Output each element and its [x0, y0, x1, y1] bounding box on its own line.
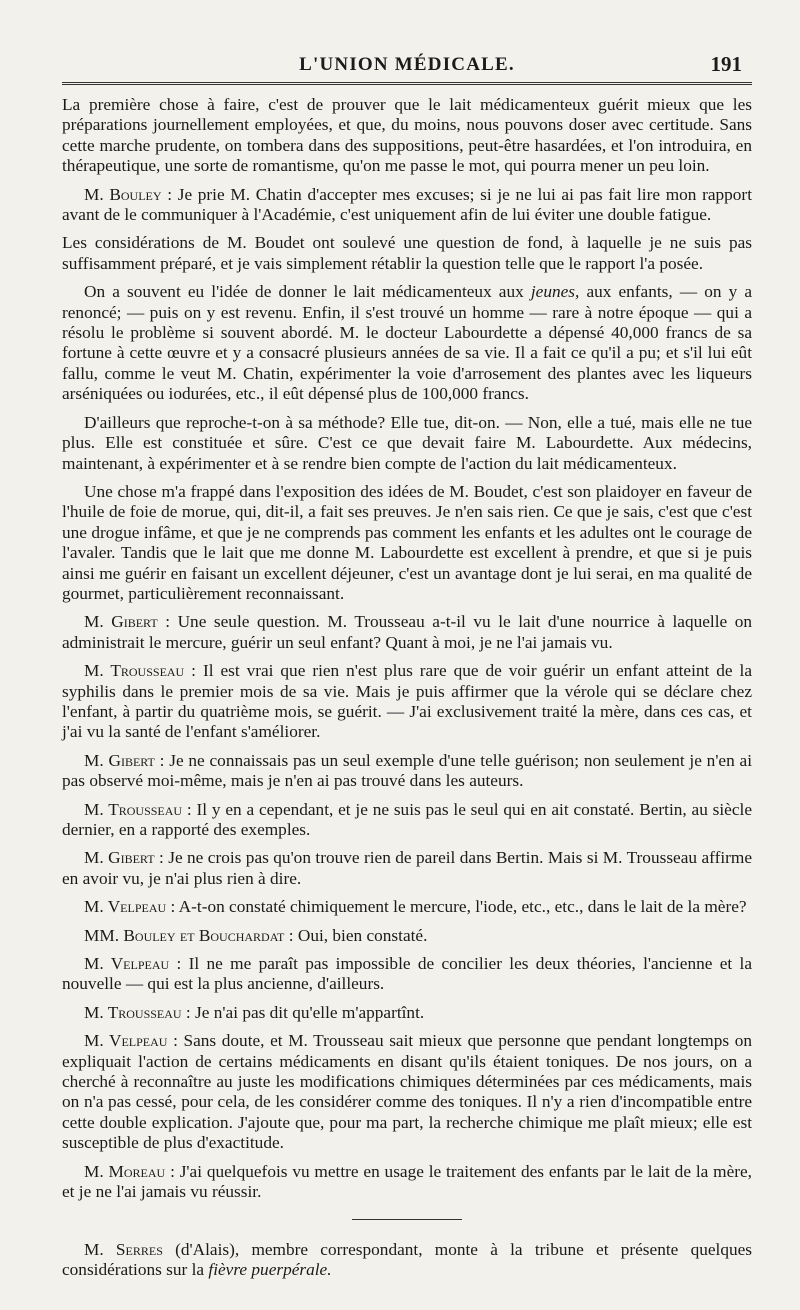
paragraph-text: : Une seule question. M. Trousseau a-t-il vu le lait d'une nourrice à laquelle on administrait le mercure, guérir un seul enfant? Quant à moi, je ne l'ai jamais vu. [62, 612, 752, 652]
paragraph-text: : Je ne connaissais pas un seul exemple d'une telle guérison; non seulement je n'en ai pas observé moi-même, mais je n'en ai pas trouvé dans les auteurs. [62, 750, 752, 791]
article-body [62, 95, 752, 1280]
speaker-name: MM. Bouley et Bouchardat [84, 925, 285, 945]
speaker-name: M. Trousseau [84, 661, 185, 681]
paragraph-16 [62, 1031, 752, 1153]
paragraph-text: : Je prie M. Chatin d'accepter mes excuses; si je ne lui ai pas fait lire mon rapport avant de le communiquer à l'Académie, c'est uniquement afin de lui éviter une double fatigue. [62, 184, 752, 225]
paragraph-text: : J'ai quelquefois vu mettre en usage le traitement des enfants par le lait de la mère, et je ne l'ai jamais vu réussir. [62, 1161, 752, 1202]
speaker-name: M. Velpeau [84, 897, 167, 917]
paragraph-17 [62, 1162, 752, 1203]
paragraph-12 [62, 897, 752, 917]
paragraph-11 [62, 848, 752, 889]
emphasis: jeunes, [530, 282, 580, 302]
paragraph-text: Les considérations de M. Boudet ont soulevé une question de fond, à laquelle je ne suis pas suffisamment préparé, et je vais simplement rétablir la question telle que le rapport l'a posée. [62, 233, 752, 273]
closing-paragraph [62, 1240, 752, 1281]
paragraph-text: : Sans doute, et M. Trousseau sait mieux que personne que pendant longtemps on expliquait l'action de certains médicaments en disant qu'ils étaient toniques. De nos jours, on a cherché à reconnaître au juste les modifications chimiques déterminées par ces médicaments, mais on n'a pas cessé, pour cela, de les considérer comme des toniques. Il n'y a rien d'incompatible entre cette double explication. J'ajoute que, pour ma part, la recherche chimique me plaît mieux; elle est susceptible de plus d'exactitude. [62, 1031, 752, 1153]
speaker-name: M. Gibert [84, 848, 155, 868]
paragraph-text: La première chose à faire, c'est de prouver que le lait médicamenteux guérit mieux que les préparations journellement employées, et que, du moins, nous pouvons doser avec certitude. Sans cette marche prudente, on tombera dans des suppositions, peut-être hasardées, et l'on introduira, en thérapeutique, une sorte de romantisme, qu'on me passe le mot, qui pourra mener un peu loin. [62, 95, 752, 176]
paragraph-text: : Il est vrai que rien n'est plus rare que de voir guérir un enfant atteint de la syphilis dans le premier mois de sa vie. Mais je puis affirmer que la vérole qui se déclare chez l'enfant, à partir du quatrième mois, se guérit. — J'ai exclusivement traité la mère, dans ces cas, et j'ai vu la santé de l'enfant s'améliorer. [62, 661, 752, 742]
paragraph-3 [62, 233, 752, 274]
paragraph-text-after: aux enfants, — on y a renoncé; — puis on y est revenu. Enfin, il s'est trouvé un homme — rare à notre époque — qui a résolu le problème si souvent abordé. M. le docteur Labourdette a dépensé 40,000 francs de sa fortune à cette œuvre et y a consacré plusieurs années de sa vie. Il a fait ce qu'il a pu; et s'il lui eût fallu, comme le veut M. Chatin, expérimenter la voie d'arrosement des plantes avec les liqueurs arséniquées ou iodurées, etc., il eût dépensé plus de 100,000 francs. [62, 282, 752, 404]
section-divider [352, 1219, 462, 1220]
speaker-name: M. Moreau [84, 1161, 166, 1181]
page-number: 191 [710, 52, 742, 76]
paragraph-text: : Oui, bien constaté. [284, 925, 428, 945]
speaker-name: M. Serres [84, 1239, 163, 1259]
paragraph-text: : Il y en a cependant, et je ne suis pas le seul qui en ait constaté. Bertin, au siècle dernier, en a rapporté des exemples. [62, 799, 752, 839]
paragraph-14 [62, 954, 752, 995]
paragraph-text: Une chose m'a frappé dans l'exposition des idées de M. Boudet, c'est son plaidoyer en faveur de l'huile de foie de morue, qui, dit-il, a fait ses preuves. Je n'en sais rien. Ce que je sais, c'est que c'est une drogue infâme, et que je ne comprends pas comment les enfants et les adultes ont le courage de l'avaler. Tandis que le lait que me donne M. Labourdette est excellent à prendre, et que si je puis ainsi me guérir en faisant un excellent déjeuner, c'est un avantage dont je lui serai, en ma qualité de gourmet, particulièrement reconnaissant. [62, 481, 752, 603]
paragraph-text-before: On a souvent eu l'idée de donner le lait médicamenteux aux [84, 282, 531, 302]
paragraph-7 [62, 612, 752, 653]
paragraph-4 [62, 282, 752, 404]
paragraph-text: : A-t-on constaté chimiquement le mercure, l'iode, etc., etc., dans le lait de la mère? [166, 897, 747, 917]
paragraph-text: D'ailleurs que reproche-t-on à sa méthode? Elle tue, dit-on. — Non, elle a tué, mais elle ne tue plus. Elle est constituée et sûre. C'est ce que devait faire M. Labourdette. Aux médecins, maintenant, à expérimenter et à se rendre bien compte de l'action du lait médicamenteux. [62, 412, 752, 473]
paragraph-9 [62, 751, 752, 792]
paragraph-text: : Je n'ai pas dit qu'elle m'appartînt. [181, 1002, 425, 1022]
paragraph-1 [62, 95, 752, 177]
paragraph-15 [62, 1003, 752, 1023]
speaker-name: M. Velpeau [84, 954, 170, 974]
speaker-name: M. Velpeau [84, 1031, 168, 1051]
paragraph-text-before: (d'Alais), membre correspondant, monte à la tribune et présente quelques considérations sur la [62, 1239, 752, 1279]
running-title: L'UNION MÉDICALE. [299, 54, 515, 75]
paragraph-6 [62, 482, 752, 604]
paragraph-2 [62, 185, 752, 226]
page-header [62, 48, 752, 85]
paragraph-10 [62, 800, 752, 841]
paragraph-5 [62, 413, 752, 474]
speaker-name: M. Gibert [84, 750, 155, 770]
speaker-name: M. Bouley [84, 184, 162, 204]
speaker-name: M. Gibert [84, 612, 158, 632]
paragraph-13 [62, 926, 752, 946]
speaker-name: M. Trousseau [84, 1002, 182, 1022]
paragraph-text: : Il ne me paraît pas impossible de concilier les deux théories, l'ancienne et la nouvelle — qui est la plus ancienne, d'ailleurs. [62, 954, 753, 994]
emphasis: fièvre puerpérale. [208, 1259, 332, 1279]
paragraph-text: : Je ne crois pas qu'on trouve rien de pareil dans Bertin. Mais si M. Trousseau affirme en avoir vu, je n'ai plus rien à dire. [62, 848, 752, 888]
paragraph-8 [62, 661, 752, 743]
speaker-name: M. Trousseau [84, 799, 183, 819]
